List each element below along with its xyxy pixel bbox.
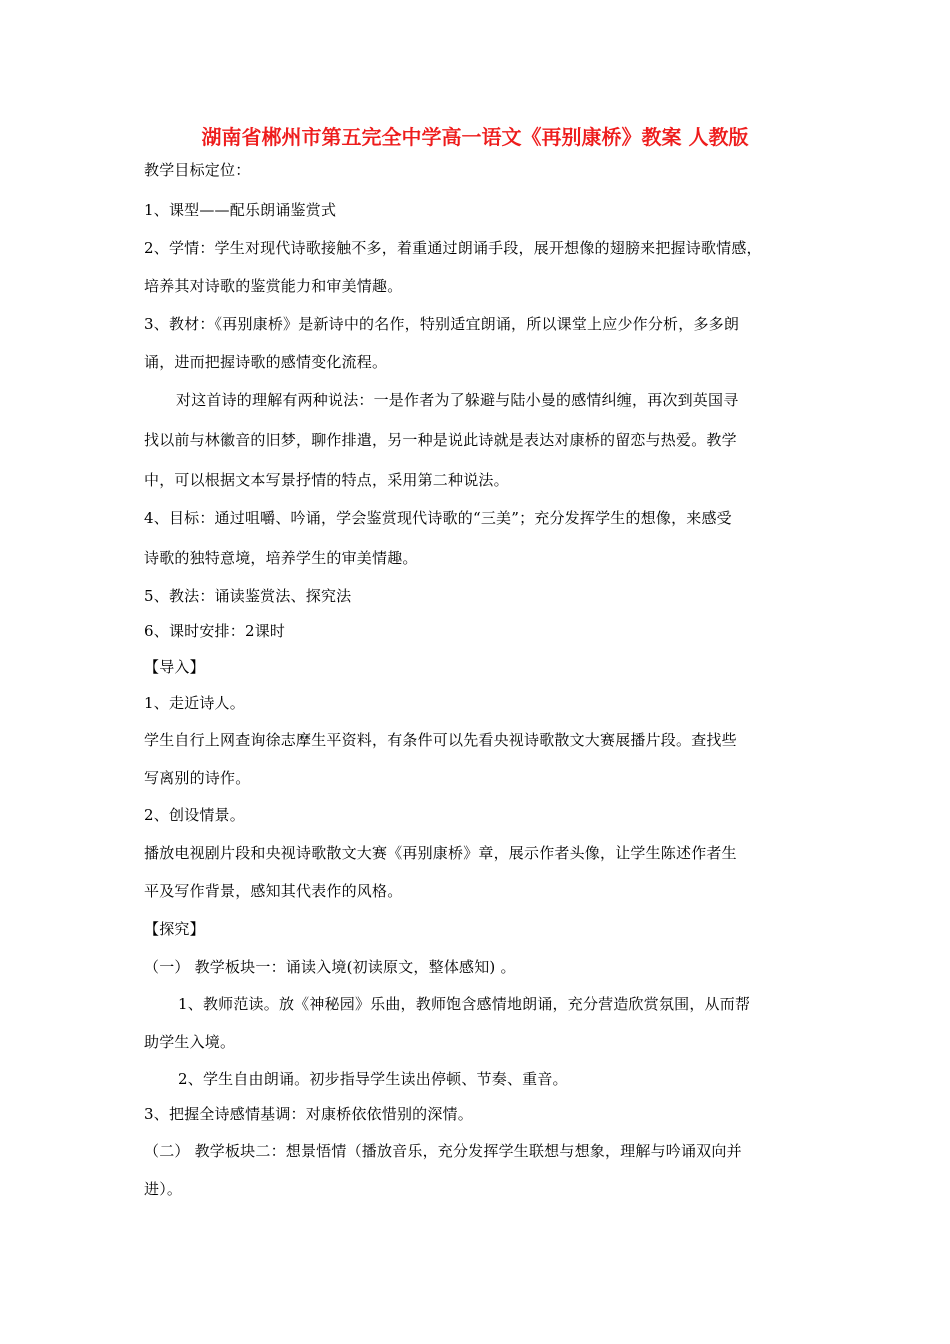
text-line: 平及写作背景，感知其代表作的风格。 <box>144 882 403 900</box>
text-line: 学生自行上网查询徐志摩生平资料，有条件可以先看央视诗歌散文大赛展播片段。查找些 <box>144 731 737 749</box>
text-line: 1、课型——配乐朗诵鉴赏式 <box>144 201 337 219</box>
text-line: 诵，进而把握诗歌的感情变化流程。 <box>144 353 388 371</box>
text-line: 对这首诗的理解有两种说法：一是作者为了躲避与陆小曼的感情纠缠，再次到英国寻 <box>176 391 739 409</box>
text-line: 3、把握全诗感情基调：对康桥依依惜别的深情。 <box>144 1105 473 1123</box>
document-title: 湖南省郴州市第五完全中学高一语文《再别康桥》教案 人教版 <box>201 125 749 149</box>
text-line: 4、目标：通过咀嚼、吟诵，学会鉴赏现代诗歌的“三美”；充分发挥学生的想像，来感受 <box>144 509 732 527</box>
text-line: 2、学生自由朗诵。初步指导学生读出停顿、节奏、重音。 <box>178 1070 568 1088</box>
text-line: 写离别的诗作。 <box>144 769 251 787</box>
text-line: 6、课时安排：2课时 <box>144 622 286 640</box>
text-line: （二） 教学板块二：想景悟情（播放音乐，充分发挥学生联想与想象，理解与吟诵双向并 <box>144 1142 742 1160</box>
text-line: 诗歌的独特意境，培养学生的审美情趣。 <box>144 549 418 567</box>
text-line: 3、教材：《再别康桥》是新诗中的名作，特别适宜朗诵，所以课堂上应少作分析，多多朗 <box>144 315 740 333</box>
text-line: 2、创设情景。 <box>144 806 245 824</box>
text-line: （一） 教学板块一：诵读入境(初读原文，整体感知) 。 <box>144 958 516 976</box>
text-line: 助学生入境。 <box>144 1033 236 1051</box>
text-line: 1、教师范读。放《神秘园》乐曲，教师饱含感情地朗诵，充分营造欣赏氛围，从而帮 <box>178 995 751 1013</box>
text-line: 培养其对诗歌的鉴赏能力和审美情趣。 <box>144 277 403 295</box>
text-line: 中，可以根据文本写景抒情的特点，采用第二种说法。 <box>144 471 509 489</box>
text-line: 1、走近诗人。 <box>144 694 245 712</box>
text-line: 5、教法：诵读鉴赏法、探究法 <box>144 587 352 605</box>
section-heading: 【导入】 <box>144 658 205 676</box>
text-line: 2、学情：学生对现代诗歌接触不多，着重通过朗诵手段，展开想像的翅膀来把握诗歌情感， <box>144 239 762 257</box>
text-line: 播放电视剧片段和央视诗歌散文大赛《再别康桥》章，展示作者头像，让学生陈述作者生 <box>144 844 737 862</box>
text-line: 进）。 <box>144 1180 183 1198</box>
text-line: 教学目标定位： <box>144 161 251 179</box>
text-line: 找以前与林徽音的旧梦，聊作排遣，另一种是说此诗就是表达对康桥的留恋与热爱。教学 <box>144 431 737 449</box>
section-heading: 【探究】 <box>144 920 205 938</box>
